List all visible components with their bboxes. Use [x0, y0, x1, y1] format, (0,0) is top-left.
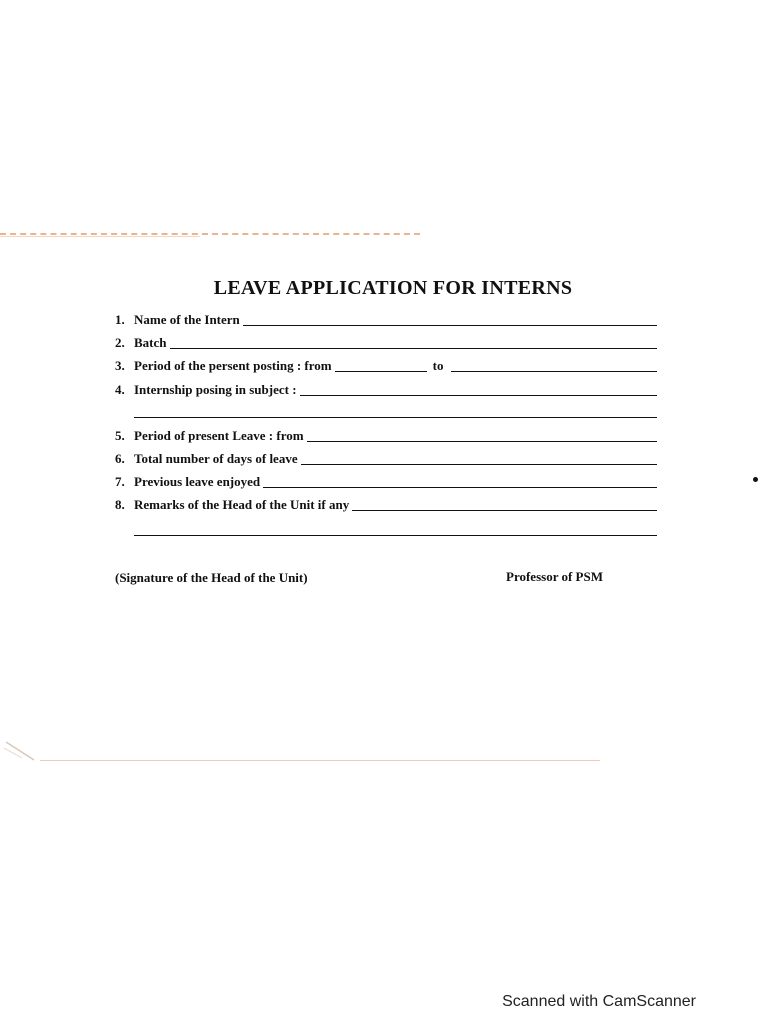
field-number: 2. [115, 335, 125, 350]
field-number: 6. [115, 451, 125, 466]
internship-subject-blank-continued[interactable] [134, 417, 657, 418]
field-number: 1. [115, 312, 125, 327]
field-total-days [115, 451, 657, 467]
field-number: 8. [115, 497, 125, 512]
field-label-to: to [432, 358, 444, 373]
professor-signature: Professor of PSM [506, 569, 603, 584]
field-label: Period of present Leave : from [134, 428, 304, 443]
field-number: 4. [115, 382, 125, 397]
field-batch [115, 335, 657, 351]
field-label: Name of the Intern [134, 312, 240, 327]
camscanner-watermark: Scanned with CamScanner [502, 993, 696, 1010]
remarks-blank-continued[interactable] [134, 535, 657, 536]
posting-from-blank[interactable] [335, 359, 427, 372]
batch-blank[interactable] [170, 336, 658, 349]
form-title: LEAVE APPLICATION FOR INTERNS [213, 277, 573, 299]
field-label: Period of the persent posting : from [134, 358, 332, 373]
total-days-blank[interactable] [301, 452, 657, 465]
field-label: Previous leave enjoyed [134, 474, 261, 489]
field-label: Batch [134, 335, 167, 350]
leave-from-blank[interactable] [307, 429, 657, 442]
field-name-of-intern [115, 312, 657, 328]
scan-speck [753, 477, 758, 482]
field-number: 7. [115, 474, 125, 489]
paper-corner-crease [4, 738, 38, 762]
signature-head-of-unit: (Signature of the Head of the Unit) [115, 570, 308, 585]
field-internship-subject [115, 382, 657, 398]
paper-bottom-edge [40, 760, 600, 761]
field-period-of-posting [115, 358, 657, 374]
posting-to-blank[interactable] [451, 359, 657, 372]
previous-leave-blank[interactable] [263, 475, 657, 488]
internship-subject-blank[interactable] [300, 383, 657, 396]
paper-top-edge [0, 233, 420, 235]
field-previous-leave [115, 474, 657, 490]
name-of-intern-blank[interactable] [243, 313, 657, 326]
field-number: 5. [115, 428, 125, 443]
field-label: Remarks of the Head of the Unit if any [134, 497, 350, 512]
field-remarks [115, 497, 657, 513]
paper-top-edge-shadow [0, 236, 200, 237]
field-period-of-leave [115, 428, 657, 444]
field-number: 3. [115, 358, 125, 373]
field-label: Total number of days of leave [134, 451, 298, 466]
remarks-blank[interactable] [352, 498, 657, 511]
field-label: Internship posing in subject : [134, 382, 297, 397]
